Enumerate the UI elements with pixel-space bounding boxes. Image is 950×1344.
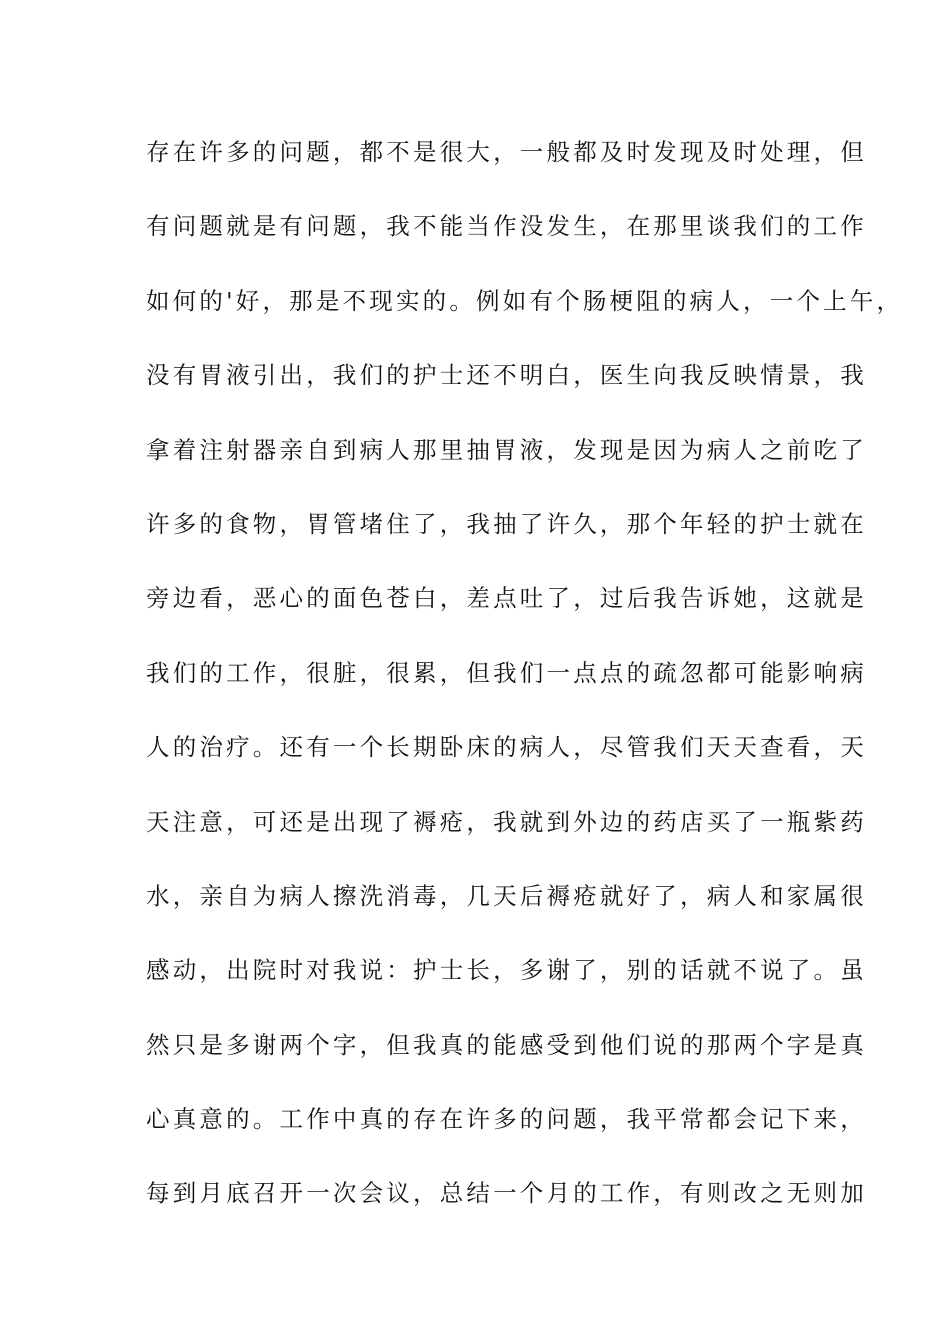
text-line: 如何的'好，那是不现实的。例如有个肠梗阻的病人，一个上午，	[146, 286, 904, 315]
text-line: 水，亲自为病人擦洗消毒，几天后褥疮就好了，病人和家属很	[146, 881, 867, 910]
text-line: 我们的工作，很脏，很累，但我们一点点的疏忽都可能影响病	[146, 658, 867, 687]
text-line: 旁边看，恶心的面色苍白，差点吐了，过后我告诉她，这就是	[146, 584, 867, 613]
text-line: 心真意的。工作中真的存在许多的问题，我平常都会记下来，	[146, 1105, 867, 1134]
text-line: 然只是多谢两个字，但我真的能感受到他们说的那两个字是真	[146, 1030, 867, 1059]
body-text	[146, 131, 904, 1247]
text-line: 人的治疗。还有一个长期卧床的病人，尽管我们天天查看，天	[146, 733, 867, 762]
text-line: 许多的食物，胃管堵住了，我抽了许久，那个年轻的护士就在	[146, 509, 867, 538]
text-line: 存在许多的问题，都不是很大，一般都及时发现及时处理，但	[146, 138, 867, 166]
text-line: 每到月底召开一次会议，总结一个月的工作，有则改之无则加	[146, 1179, 867, 1208]
text-line: 感动，出院时对我说：护士长，多谢了，别的话就不说了。虽	[146, 956, 867, 985]
text-line: 有问题就是有问题，我不能当作没发生，在那里谈我们的工作	[146, 212, 867, 241]
text-line: 拿着注射器亲自到病人那里抽胃液，发现是因为病人之前吃了	[146, 435, 867, 464]
text-line: 天注意，可还是出现了褥疮，我就到外边的药店买了一瓶紫药	[146, 807, 867, 836]
text-line: 没有胃液引出，我们的护士还不明白，医生向我反映情景，我	[146, 361, 867, 390]
